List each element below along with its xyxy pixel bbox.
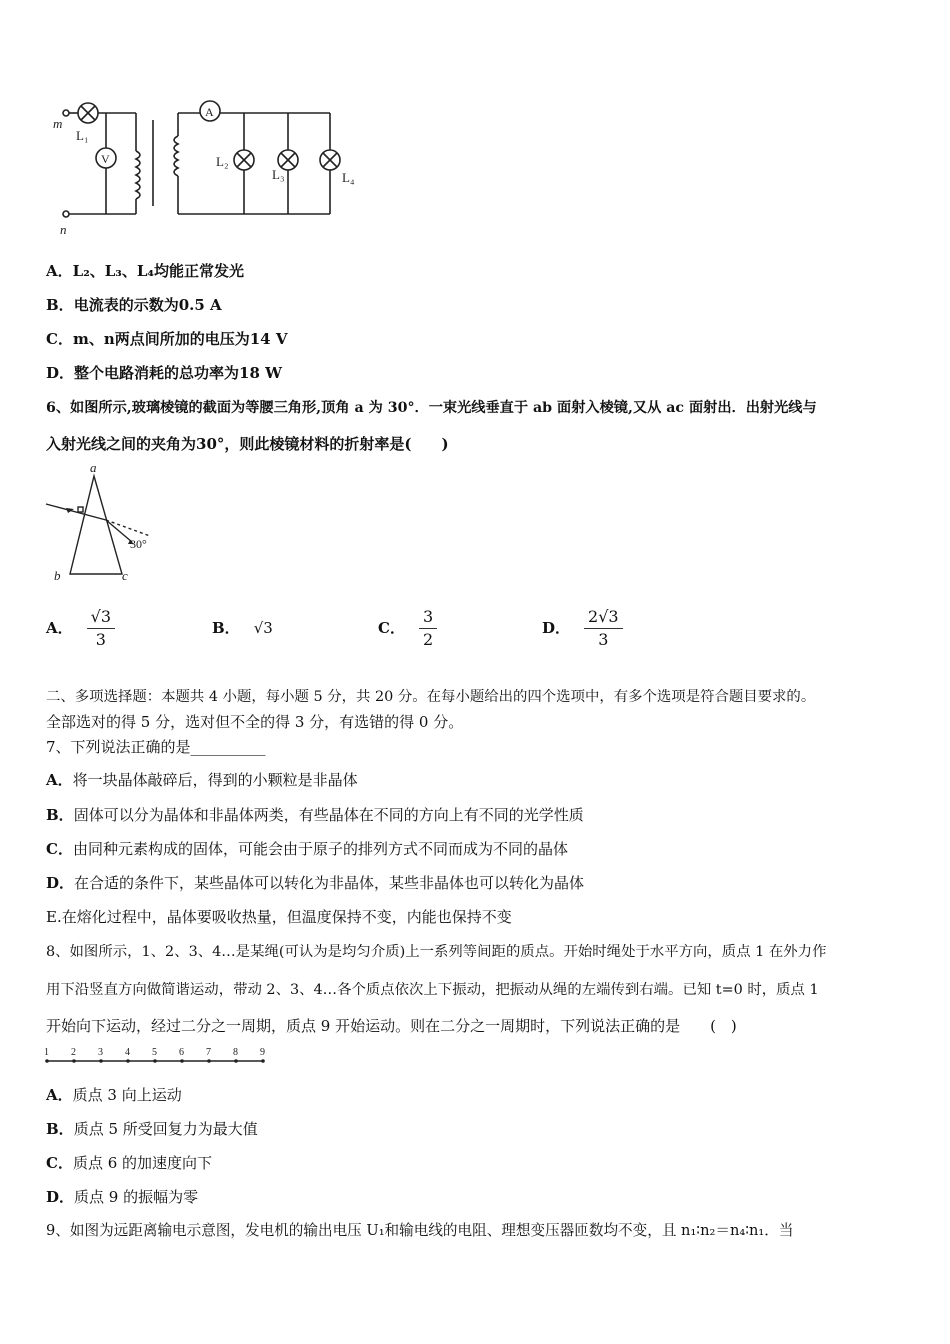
rope-point-label-2: 2	[71, 1047, 76, 1058]
rope-point-label-4: 4	[125, 1047, 130, 1058]
circuit-figure	[48, 96, 368, 241]
q8-stem-line3: 开始向下运动，经过二分之一周期，质点 9 开始运动。则在二分之一周期时，下列说法正确的是 ( )	[46, 1017, 737, 1035]
q6-stem-line1: 6、如图所示,玻璃棱镜的截面为等腰三角形,顶角 a 为 30°．一束光线垂直于 ab 面射入棱镜,又从 ac 面射出．出射光线与	[46, 400, 817, 416]
rope-point-9	[261, 1059, 265, 1063]
label-L1: L₁	[76, 128, 89, 143]
prism-label-b: b	[54, 568, 61, 583]
prism-label-c: c	[122, 568, 128, 583]
prism-label-a: a	[90, 462, 97, 475]
q7-option-a: A．将一块晶体敲碎后，得到的小颗粒是非晶体	[46, 771, 358, 789]
q6-option-d: D． $\frac{2√3}{3}$	[542, 604, 623, 652]
q8-option-c: C．质点 6 的加速度向下	[46, 1154, 213, 1172]
q6-option-c: C． $\frac{3}{2}$	[378, 604, 437, 652]
label-V: V	[101, 152, 110, 166]
q6-option-a-fraction: $\frac{√3}{3}$	[87, 606, 115, 651]
rope-point-label-3: 3	[98, 1047, 103, 1058]
q5-option-c: C．m、n两点间所加的电压为14 V	[46, 330, 288, 348]
label-n: n	[60, 222, 67, 237]
q6-option-b: B． √3	[212, 619, 273, 637]
rope-point-1	[45, 1059, 49, 1063]
rope-point-label-9: 9	[260, 1047, 265, 1058]
rope-figure	[44, 1044, 274, 1068]
q7-stem: 7、下列说法正确的是__________	[46, 738, 266, 756]
rope-point-6	[180, 1059, 184, 1063]
rope-point-7	[207, 1059, 211, 1063]
rope-point-5	[153, 1059, 157, 1063]
rope-point-4	[126, 1059, 130, 1063]
rope-point-label-8: 8	[233, 1047, 238, 1058]
rope-point-label-5: 5	[152, 1047, 157, 1058]
rope-point-label-1: 1	[44, 1047, 49, 1058]
q8-option-b: B．质点 5 所受回复力为最大值	[46, 1120, 258, 1138]
rope-point-3	[99, 1059, 103, 1063]
q7-option-e: E.在熔化过程中，晶体要吸收热量，但温度保持不变，内能也保持不变	[46, 908, 512, 926]
prism-angle-label: 30°	[130, 537, 147, 551]
label-m: m	[53, 116, 63, 131]
rope-point-2	[72, 1059, 76, 1063]
q6-option-d-fraction: $\frac{2√3}{3}$	[584, 606, 623, 651]
label-A: A	[205, 105, 214, 119]
prism-figure	[44, 462, 160, 586]
q7-option-b: B．固体可以分为晶体和非晶体两类，有些晶体在不同的方向上有不同的光学性质	[46, 806, 584, 824]
label-L3: L₃	[272, 167, 285, 182]
q8-stem-line1: 8、如图所示，1、2、3、4…是某绳(可认为是均匀介质)上一系列等间距的质点。开始时绳处于水平方向，质点 1 在外力作	[46, 944, 827, 960]
label-L2: L₂	[216, 154, 229, 169]
rope-point-label-7: 7	[206, 1047, 211, 1058]
rope-point-label-6: 6	[179, 1047, 184, 1058]
label-L4: L₄	[342, 170, 355, 185]
q7-option-d: D．在合适的条件下，某些晶体可以转化为非晶体，某些非晶体也可以转化为晶体	[46, 874, 585, 892]
q5-option-d: D．整个电路消耗的总功率为18 W	[46, 364, 282, 382]
q6-stem-line2: 入射光线之间的夹角为30°，则此棱镜材料的折射率是( )	[46, 435, 449, 453]
q6-option-c-fraction: $\frac{3}{2}$	[419, 606, 437, 651]
section2-line2: 全部选对的得 5 分，选对但不全的得 3 分，有选错的得 0 分。	[46, 713, 464, 731]
q6-option-a: A． $\frac{√3}{3}$	[46, 604, 115, 652]
q8-option-a: A．质点 3 向上运动	[46, 1086, 182, 1104]
q5-option-b: B．电流表的示数为0.5 A	[46, 296, 222, 314]
q9-stem-line1: 9、如图为远距离输电示意图，发电机的输出电压 U₁和输电线的电阻、理想变压器匝数均不变，且 n₁∶n₂＝n₄∶n₁．当	[46, 1222, 794, 1239]
q5-option-a: A．L₂、L₃、L₄均能正常发光	[46, 262, 244, 280]
q8-option-d: D．质点 9 的振幅为零	[46, 1188, 199, 1206]
q8-stem-line2: 用下沿竖直方向做简谐运动，带动 2、3、4…各个质点依次上下振动，把振动从绳的左端传到右端。已知 t=0 时，质点 1	[46, 982, 819, 998]
q7-option-c: C．由同种元素构成的固体，可能会由于原子的排列方式不同而成为不同的晶体	[46, 840, 568, 858]
rope-point-8	[234, 1059, 238, 1063]
section2-line1: 二、多项选择题：本题共 4 小题，每小题 5 分，共 20 分。在每小题给出的四个选项中，有多个选项是符合题目要求的。	[46, 689, 816, 705]
